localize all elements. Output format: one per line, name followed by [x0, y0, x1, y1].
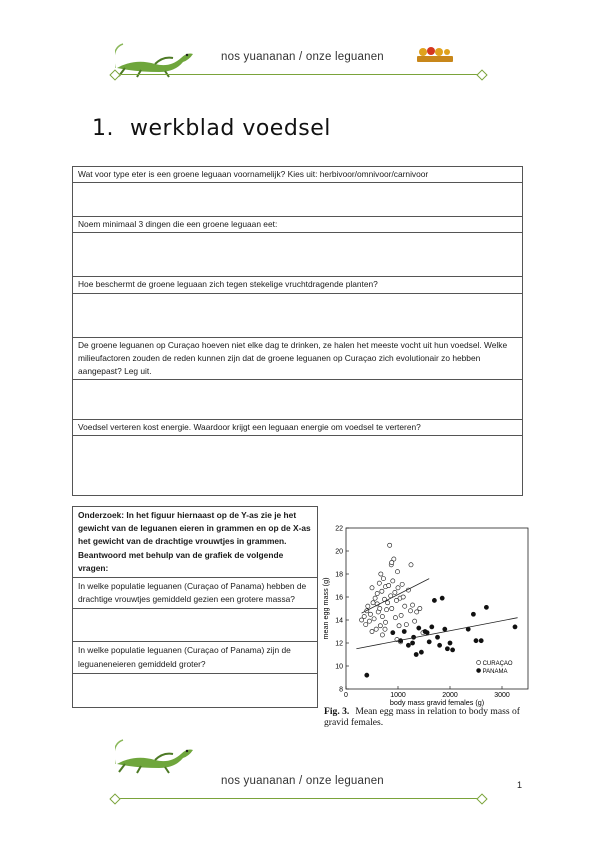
panama-point: [425, 631, 429, 635]
y-tick-label: 20: [335, 548, 343, 556]
egg-mass-scatter-chart: [320, 512, 540, 727]
answer-field[interactable]: [73, 182, 522, 216]
legend-label: CURAÇAO: [482, 660, 513, 667]
answer-field[interactable]: [73, 674, 317, 707]
curacao-point: [373, 596, 377, 600]
answer-field[interactable]: [73, 379, 522, 419]
curacao-point: [404, 623, 408, 627]
research-intro: Onderzoek: In het figuur hiernaast op de Y-as zie je het gewicht van de leguanen eieren in grammen en op de X-as het gewicht van de drachtige vrouwtjes in grammen. Beantwoord met behulp van de grafiek de volgende vragen:: [73, 507, 317, 578]
curacao-point: [393, 616, 397, 620]
curacao-point: [399, 613, 403, 617]
panama-point: [432, 598, 436, 602]
answer-field[interactable]: [73, 293, 522, 337]
iguana-logo-icon: [115, 734, 195, 774]
curacao-point: [393, 590, 397, 594]
curacao-point: [380, 589, 384, 593]
curacao-point: [378, 606, 382, 610]
question-text: Voedsel verteren kost energie. Waardoor krijgt een leguaan energie om voedsel te verteren?: [78, 422, 421, 433]
y-tick-label: 16: [335, 594, 343, 602]
worksheet-heading: [92, 116, 331, 141]
curacao-point: [415, 610, 419, 614]
question-row: [73, 277, 522, 337]
curacao-point: [410, 603, 414, 607]
answer-field[interactable]: [73, 609, 317, 642]
x-tick-label: 1000: [390, 692, 406, 699]
figure-label: Fig. 3.: [324, 706, 350, 717]
curacao-point: [390, 560, 394, 564]
panama-point: [451, 648, 455, 652]
curacao-point: [377, 581, 381, 585]
y-axis-label: mean egg mass (g): [321, 577, 330, 640]
curacao-point: [383, 620, 387, 624]
panama-point: [365, 673, 369, 677]
panama-point: [419, 650, 423, 654]
panama-point: [513, 625, 517, 629]
panama-point: [484, 605, 488, 609]
question-row: [73, 167, 522, 217]
legend-marker: [477, 661, 481, 665]
curacao-point: [400, 582, 404, 586]
curacao-point: [391, 579, 395, 583]
carmabi-logo: [411, 44, 459, 74]
figure-caption-text: Mean egg mass in relation to body mass of gravid females.: [324, 706, 520, 728]
research-question-1: In welke populatie leguanen (Curaçao of Panama) hebben de drachtige vrouwtjes gemiddeld gezien een grotere massa?: [73, 578, 317, 609]
panama-point: [471, 612, 475, 616]
panama-point: [448, 641, 452, 645]
curacao-point: [370, 586, 374, 590]
curacao-point: [418, 606, 422, 610]
question-row: [73, 338, 522, 421]
curacao-point: [367, 619, 371, 623]
footer-rule-right-ornament: [476, 793, 487, 804]
panama-point: [474, 639, 478, 643]
curacao-point: [408, 609, 412, 613]
footer-title: nos yuananan / onze leguanen: [221, 775, 384, 787]
curacao-point: [386, 601, 390, 605]
curacao-point: [362, 614, 366, 618]
curacao-point: [395, 570, 399, 574]
curacao-point: [380, 614, 384, 618]
curacao-point: [401, 595, 405, 599]
panama-point: [479, 639, 483, 643]
header-title: nos yuananan / onze leguanen: [221, 51, 384, 63]
y-tick-label: 22: [335, 525, 343, 533]
answer-field[interactable]: [73, 435, 522, 495]
y-tick-label: 10: [335, 663, 343, 671]
panama-point: [417, 626, 421, 630]
panama-point: [430, 625, 434, 629]
panama-point: [440, 596, 444, 600]
x-axis-label: body mass gravid females (g): [389, 698, 485, 707]
iguana-logo-icon: [115, 38, 195, 78]
curacao-point: [380, 633, 384, 637]
y-tick-label: 8: [339, 686, 343, 694]
heading-title: werkblad voedsel: [130, 116, 331, 141]
curacao-point: [397, 624, 401, 628]
question-row: [73, 420, 522, 495]
panama-point: [391, 631, 395, 635]
x-tick-label: 3000: [494, 692, 510, 699]
panama-point: [445, 647, 449, 651]
curacao-point: [413, 619, 417, 623]
carmabi-logo-icon: [411, 44, 459, 74]
curacao-point: [384, 608, 388, 612]
curacao-point: [390, 606, 394, 610]
figure-caption: [324, 706, 539, 728]
question-text: Noem minimaal 3 dingen die een groene leguaan eet:: [78, 219, 278, 230]
curacao-point: [370, 629, 374, 633]
curacao-point: [371, 601, 375, 605]
curacao-point: [381, 577, 385, 581]
y-tick-label: 18: [335, 571, 343, 579]
panama-point: [438, 643, 442, 647]
question-text: Hoe beschermt de groene leguaan zich tegen stekelige vruchtdragende planten?: [78, 279, 378, 290]
curacao-point: [372, 617, 376, 621]
footer-rule-left-ornament: [109, 793, 120, 804]
panama-point: [443, 627, 447, 631]
heading-number: 1.: [92, 116, 114, 141]
curacao-point: [379, 572, 383, 576]
question-row: [73, 217, 522, 277]
answer-field[interactable]: [73, 232, 522, 276]
curacao-point: [383, 627, 387, 631]
curacao-point: [403, 604, 407, 608]
research-question-2: In welke populatie leguanen (Curaçao of Panama) zijn de leguaneneieren gemiddeld groter?: [73, 642, 317, 673]
curacao-point: [396, 586, 400, 590]
header-rule: [115, 74, 481, 75]
curacao-point: [374, 627, 378, 631]
curacao-point: [388, 543, 392, 547]
curacao-point: [378, 624, 382, 628]
x-tick-label: 0: [344, 692, 348, 699]
header-rule-right-ornament: [476, 69, 487, 80]
panama-point: [435, 635, 439, 639]
curacao-point: [366, 604, 370, 608]
curacao-point: [375, 591, 379, 595]
panama-point: [427, 640, 431, 644]
panama-point: [402, 629, 406, 633]
research-table: [72, 506, 318, 708]
x-tick-label: 2000: [442, 692, 458, 699]
curacao-point: [364, 623, 368, 627]
page-number: 1: [517, 780, 523, 790]
questions-table: [72, 166, 523, 496]
panama-trend-line: [356, 618, 517, 649]
legend-label: PANAMA: [482, 668, 508, 675]
panama-point: [406, 643, 410, 647]
y-tick-label: 14: [335, 617, 343, 625]
panama-point: [414, 652, 418, 656]
curacao-point: [409, 563, 413, 567]
footer-rule: [115, 798, 481, 799]
curacao-point: [368, 612, 372, 616]
question-text: Wat voor type eter is een groene leguaan voornamelijk? Kies uit: herbivoor/omnivoor/carnivoor: [78, 169, 429, 179]
curacao-point: [387, 583, 391, 587]
question-text: De groene leguanen op Curaçao hoeven niet elke dag te drinken, ze halen het meeste vocht uit hun voedsel. Welke milieufactoren zouden de reden kunnen zijn dat de groene leguanen op Curaçao zich evolutionair zo hebben aangepast? Leg uit.: [78, 339, 508, 377]
y-tick-label: 12: [335, 640, 343, 648]
legend-marker: [477, 669, 481, 673]
panama-point: [410, 641, 414, 645]
